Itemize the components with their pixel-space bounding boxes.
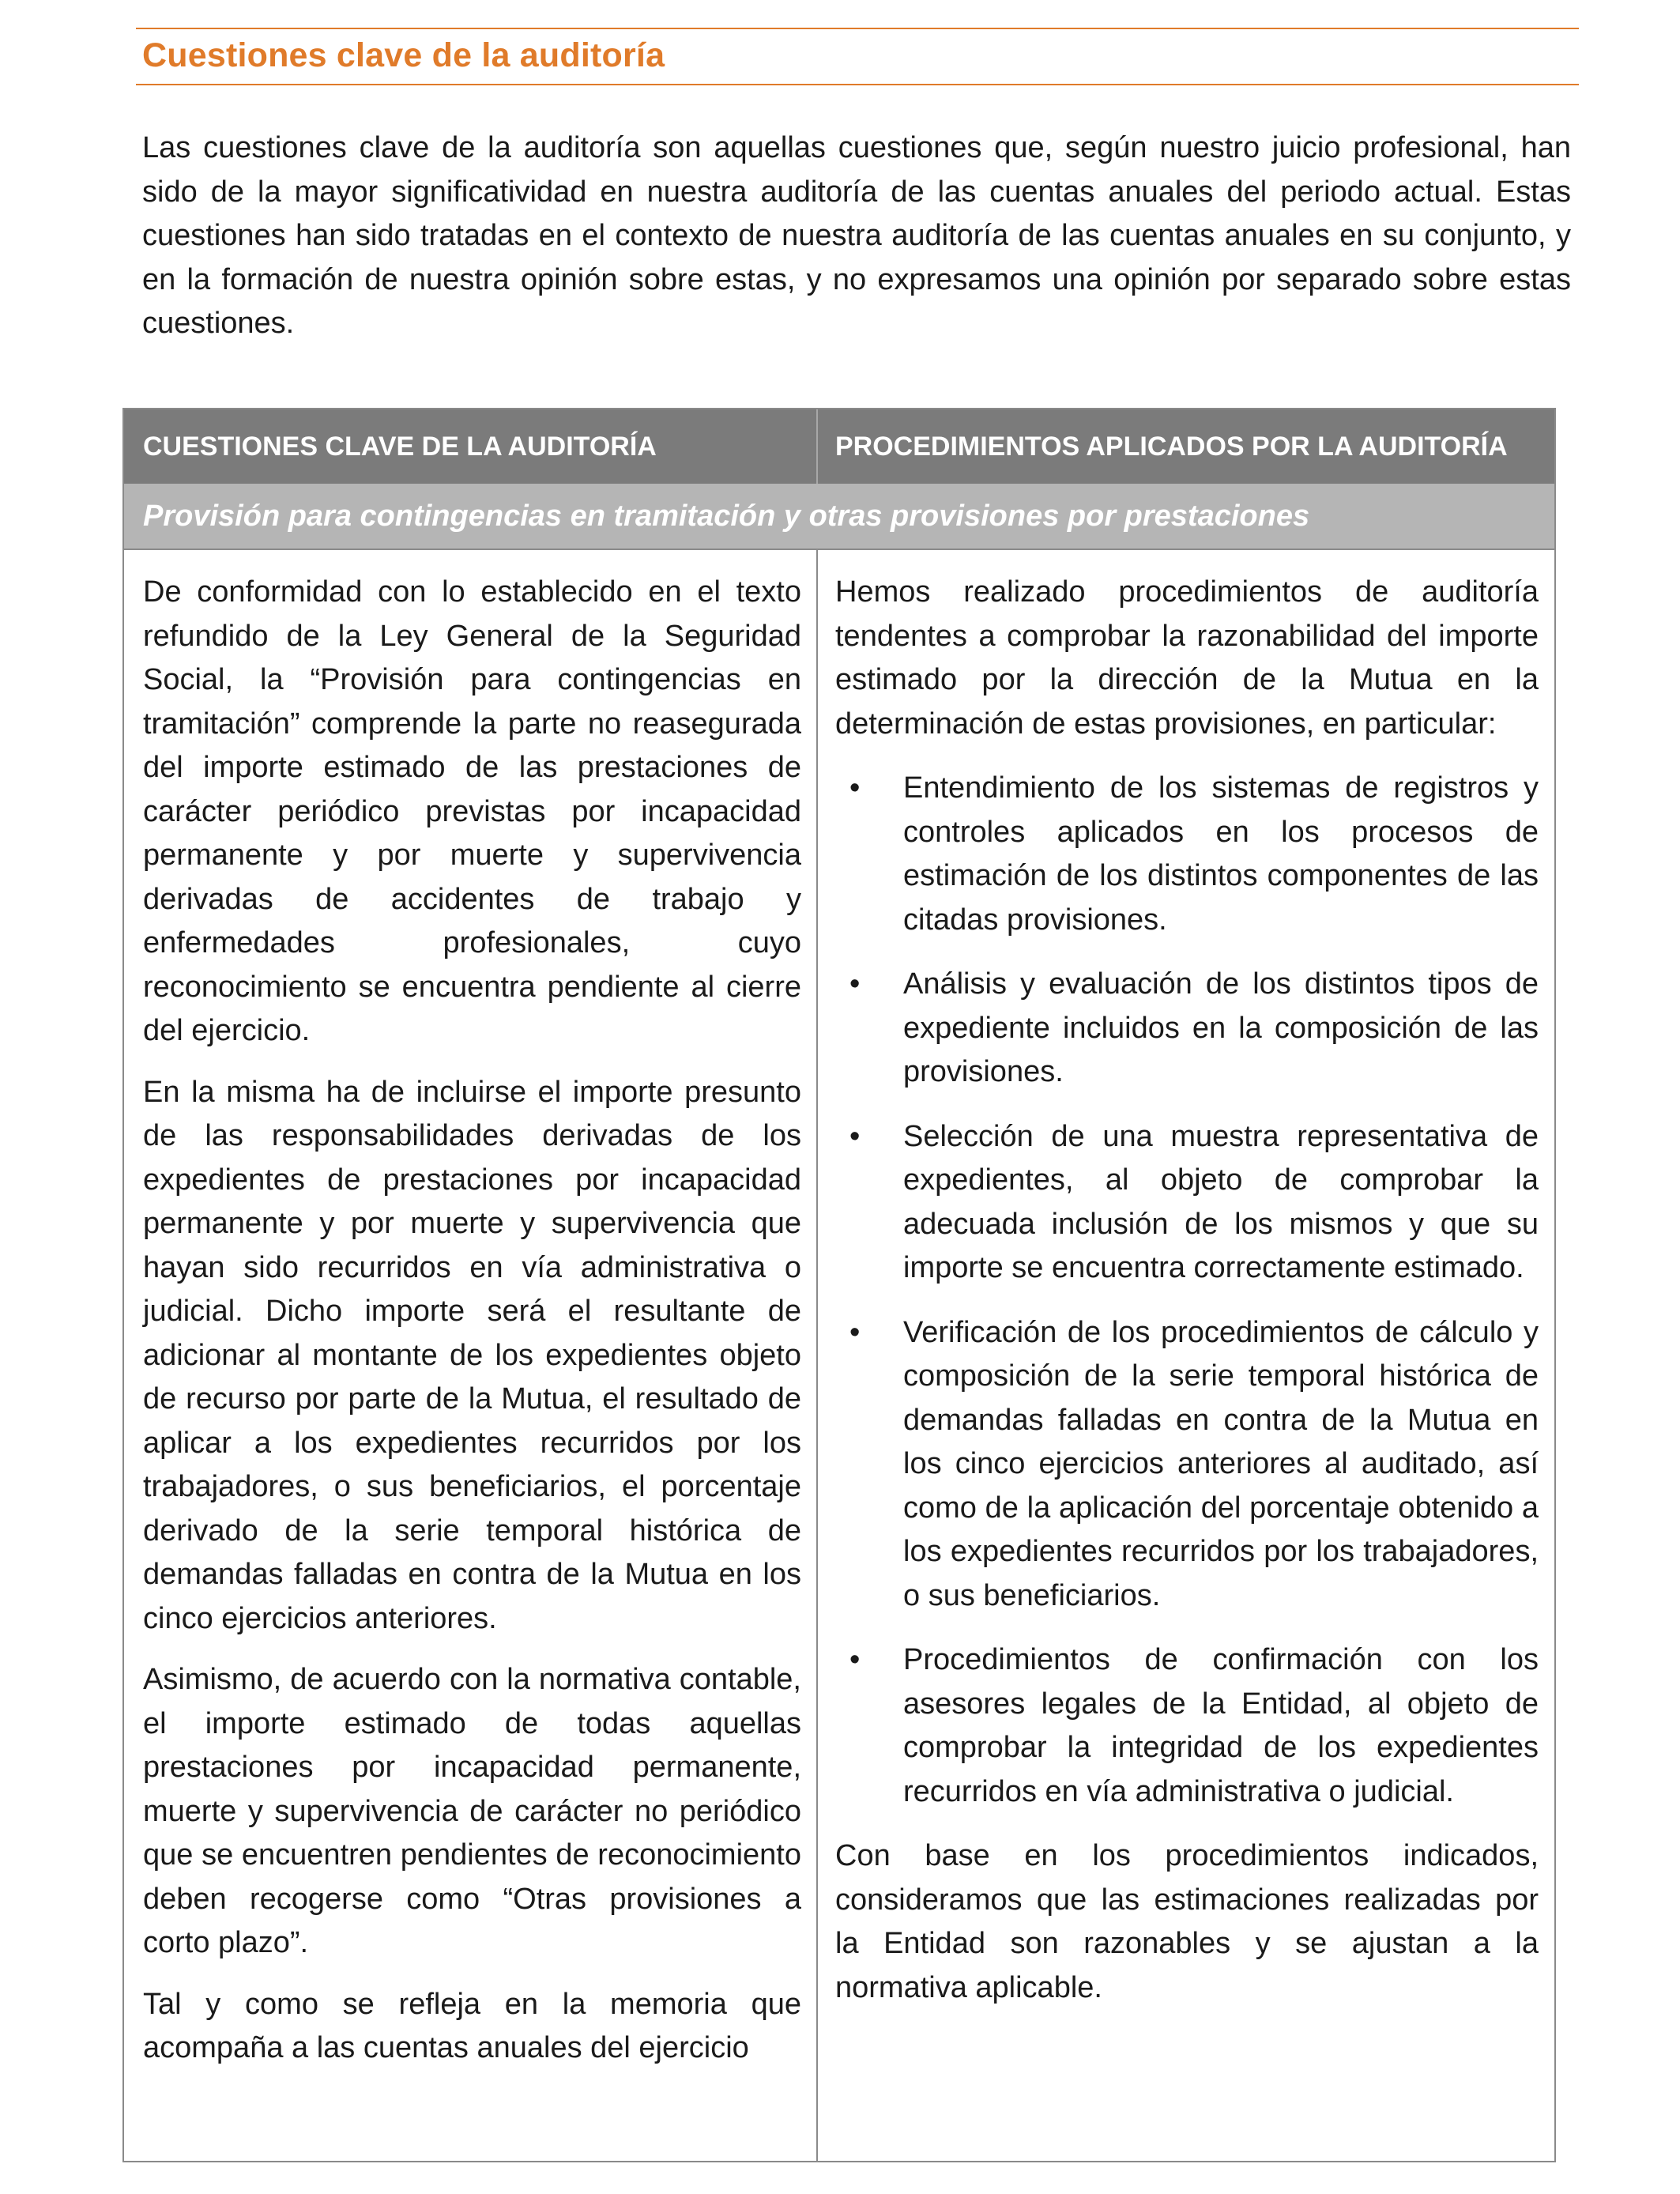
table-section-title: Provisión para contingencias en tramitación y otras provisiones por prestaciones: [143, 499, 1310, 533]
list-item-text: Procedimientos de confirmación con los asesores legales de la Entidad, al objeto de comprobar la integridad de los expedientes recurridos en vía administrativa o judicial.: [903, 1643, 1539, 1808]
procedures-cell: [835, 571, 1539, 2027]
list-item-text: Verificación de los procedimientos de cálculo y composición de la serie temporal histórica de demandas falladas en contra de la Mutua en los cinco ejercicios anteriores al auditado, así como de la aplicación del porcentaje obtenido a los expedientes recurridos por los trabajadores, o sus beneficiarios.: [903, 1315, 1539, 1612]
list-item: [835, 963, 1539, 1095]
section-title: Cuestiones clave de la auditoría: [142, 36, 665, 74]
key-matters-cell: [143, 571, 801, 2088]
bullet-icon: •: [849, 771, 861, 805]
table-header: [124, 409, 1554, 484]
list-item-text: Entendimiento de los sistemas de registros y controles aplicados en los procesos de estimación de los distintos componentes de las citadas provisiones.: [903, 771, 1539, 937]
bullet-icon: •: [849, 1643, 861, 1676]
procedures-list: [835, 767, 1539, 1814]
list-item-text: Análisis y evaluación de los distintos tipos de expediente incluidos en la composición de las provisiones.: [903, 967, 1539, 1088]
title-rule-bottom: [136, 84, 1579, 85]
bullet-icon: •: [849, 967, 861, 1001]
key-matter-paragraph: En la misma ha de incluirse el importe presunto de las responsabilidades derivadas de los expedientes de prestaciones por incapacidad permanente y por muerte y supervivencia que hayan sido recurridos en vía administrativa o judicial. Dicho importe será el resultante de adicionar al montante de los expedientes objeto de recurso por parte de la Mutua, el resultado de aplicar a los expedientes recurridos por los trabajadores, o sus beneficiarios, el porcentaje derivado de la serie temporal histórica de demandas falladas en contra de la Mutua en los cinco ejercicios anteriores.: [143, 1075, 801, 1635]
column-divider: [816, 550, 818, 2162]
header-procedures: PROCEDIMIENTOS APLICADOS POR LA AUDITORÍA: [835, 432, 1508, 462]
header-divider: [816, 409, 818, 484]
bullet-icon: •: [849, 1119, 861, 1153]
table-section-row: [124, 484, 1554, 550]
key-matter-paragraph: Asimismo, de acuerdo con la normativa contable, el importe estimado de todas aquellas prestaciones por incapacidad permanente, muerte y supervivencia de carácter no periódico que se encuentren pendientes de reconocimiento deben recogerse como “Otras provisiones a corto plazo”.: [143, 1663, 801, 1959]
intro-paragraph: Las cuestiones clave de la auditoría son aquellas cuestiones que, según nuestro juicio profesional, han sido de la mayor significatividad en nuestra auditoría de las cuentas anuales del periodo actual. Estas cuestiones han sido tratadas en el contexto de nuestra auditoría de las cuentas anuales en su conjunto, y en la formación de nuestra opinión sobre estas, y no expresamos una opinión por separado sobre estas cuestiones.: [142, 131, 1571, 340]
header-key-matters: CUESTIONES CLAVE DE LA AUDITORÍA: [143, 432, 657, 462]
list-item-text: Selección de una muestra representativa de expedientes, al objeto de comprobar la adecuada inclusión de los mismos y que su importe se encuentra correctamente estimado.: [903, 1119, 1539, 1284]
list-item: [835, 1311, 1539, 1619]
bullet-icon: •: [849, 1315, 861, 1349]
list-item: [835, 767, 1539, 942]
key-matter-paragraph: De conformidad con lo establecido en el texto refundido de la Ley General de la Seguridad Social, la “Provisión para contingencias en tramitación” comprende la parte no reasegurada del importe estimado de las prestaciones de carácter periódico previstas por incapacidad permanente y por muerte y supervivencia derivadas de accidentes de trabajo y enfermedades profesionales, cuyo reconocimiento se encuentra pendiente al cierre del ejercicio.: [143, 575, 801, 1047]
list-item: [835, 1638, 1539, 1814]
key-matter-paragraph: Tal y como se refleja en la memoria que acompaña a las cuentas anuales del ejercicio: [143, 1987, 801, 2064]
procedures-intro: Hemos realizado procedimientos de auditoría tendentes a comprobar la razonabilidad del importe estimado por la dirección de la Mutua en la determinación de estas provisiones, en particular:: [835, 575, 1539, 741]
title-rule-top: [136, 28, 1579, 29]
audit-matters-table: [122, 408, 1556, 2162]
list-item: [835, 1115, 1539, 1291]
procedures-conclusion: Con base en los procedimientos indicados, consideramos que las estimaciones realizadas por la Entidad son razonables y se ajustan a la normativa aplicable.: [835, 1839, 1539, 2004]
